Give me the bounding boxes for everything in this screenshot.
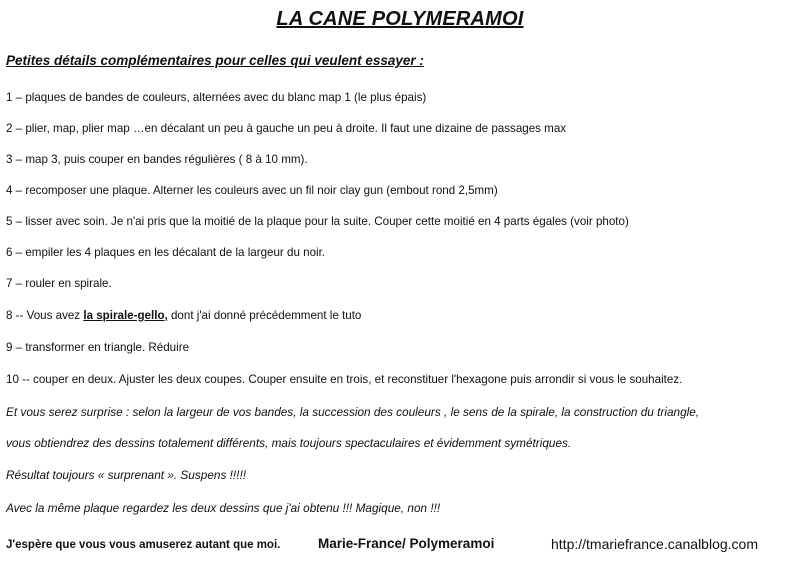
step-1: 1 – plaques de bandes de couleurs, alternées avec du blanc map 1 (le plus épais) [6,91,427,104]
closing-text: J'espère que vous vous amuserez autant que moi. [6,539,281,551]
step-2: 2 – plier, map, plier map …en décalant un peu à gauche un peu à droite. Il faut une dizaine de passages max [6,122,567,135]
note-line-3: Résultat toujours « surprenant ». Suspens !!!!! [6,468,247,482]
step-10: 10 -- couper en deux. Ajuster les deux coupes. Couper ensuite en trois, et reconstituer l'hexagone puis arrondir si vous le souhaitez. [6,373,683,386]
page-title: LA CANE POLYMERAMOI [276,8,524,30]
step-9: 9 – transformer en triangle. Réduire [6,341,190,354]
step-5: 5 – lisser avec soin. Je n'ai pris que la moitié de la plaque pour la suite. Couper cette moitié en 4 parts égales (voir photo) [6,215,629,228]
note-line-4: Avec la même plaque regardez les deux dessins que j'ai obtenu !!! Magique, non !!! [6,501,441,515]
step-8 [6,309,361,322]
step-6: 6 – empiler les 4 plaques en les décalant de la largeur du noir. [6,246,326,259]
step-3: 3 – map 3, puis couper en bandes régulières ( 8 à 10 mm). [6,153,308,166]
step-8-suffix: dont j'ai donné précédemment le tuto [167,309,362,322]
spirale-gello-link[interactable]: la spirale-gello, [83,309,168,322]
subtitle: Petites détails complémentaires pour celles qui veulent essayer : [6,53,424,68]
step-4: 4 – recomposer une plaque. Alterner les couleurs avec un fil noir clay gun (embout rond 2,5mm) [6,184,498,197]
step-8-prefix: 8 -- Vous avez [6,309,84,322]
blog-url[interactable]: http://tmariefrance.canalblog.com [551,536,758,552]
note-line-1: Et vous serez surprise : selon la largeur de vos bandes, la succession des couleurs , le sens de la spirale, la construction du triangle, [6,405,700,419]
step-7: 7 – rouler en spirale. [6,277,112,290]
note-line-2: vous obtiendrez des dessins totalement différents, mais toujours spectaculaires et évidemment symétriques. [6,436,572,450]
author-signature: Marie-France/ Polymeramoi [318,536,495,551]
